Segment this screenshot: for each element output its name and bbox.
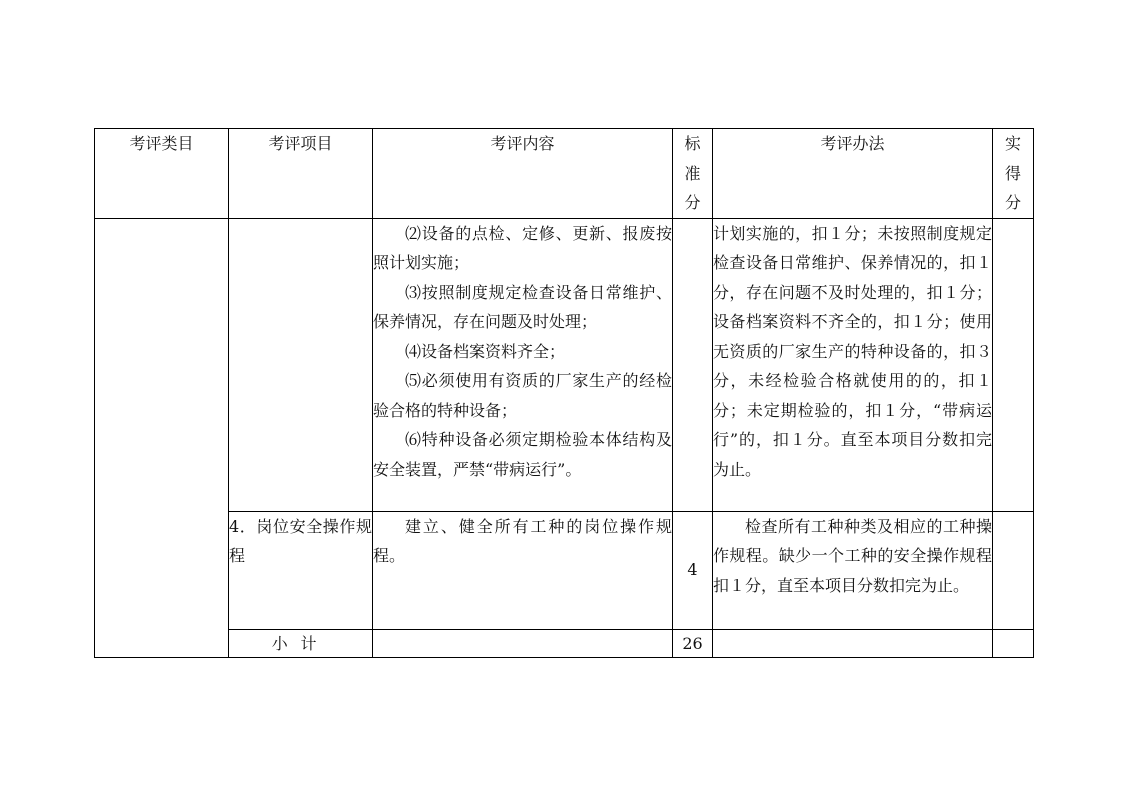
category-cell — [95, 218, 229, 657]
content-cell: 建立、健全所有工种的岗位操作规程。 — [373, 511, 673, 629]
subtotal-row — [95, 629, 1034, 657]
header-actual-score-char-2: 得 — [1004, 163, 1021, 183]
content-item: ⑷设备档案资料齐全； — [405, 341, 566, 361]
header-standard-score-char-3: 分 — [684, 193, 701, 212]
subtotal-content-cell — [373, 629, 673, 657]
header-item: 考评项目 — [229, 129, 373, 219]
assessment-table — [94, 128, 1034, 658]
method-cell: 计划实施的，扣１分；未按照制度规定检查设备日常维护、保养情况的，扣１分，存在问题不及时处理的，扣１分；设备档案资料不齐全的，扣１分；使用无资质的厂家生产的特种设备的，扣３分，未经检验合格就使用的的，扣１分；未定期检验的，扣１分，“带病运行”的，扣１分。直至本项目分数扣完为止。 — [713, 218, 993, 511]
item-cell — [229, 218, 373, 511]
item-cell: 4．岗位安全操作规程 — [229, 511, 373, 629]
score-cell — [673, 218, 713, 511]
subtotal-method-cell — [713, 629, 993, 657]
content-item: ⑶按照制度规定检查设备日常维护、保养情况，存在问题及时处理； — [373, 282, 672, 331]
header-actual-score — [993, 129, 1034, 219]
table-row — [95, 511, 1034, 629]
header-actual-score-char-1: 实 — [1004, 134, 1021, 153]
content-item: ⑸必须使用有资质的厂家生产的经检验合格的特种设备； — [373, 371, 672, 420]
header-actual-score-char-3: 分 — [1004, 193, 1021, 212]
header-standard-score-char-2: 准 — [684, 163, 701, 183]
content-item: ⑹特种设备必须定期检验本体结构及安全装置，严禁“带病运行”。 — [373, 430, 672, 479]
header-standard-score — [673, 129, 713, 219]
subtotal-score: 26 — [673, 629, 713, 657]
subtotal-actual-cell — [993, 629, 1034, 657]
content-item: ⑵设备的点检、定修、更新、报废按照计划实施； — [373, 223, 672, 272]
table-row — [95, 218, 1034, 511]
score-cell: 4 — [673, 511, 713, 629]
header-content: 考评内容 — [373, 129, 673, 219]
header-standard-score-char-1: 标 — [684, 134, 701, 153]
header-category: 考评类目 — [95, 129, 229, 219]
actual-score-cell — [993, 511, 1034, 629]
content-cell — [373, 218, 673, 511]
actual-score-cell — [993, 218, 1034, 511]
header-method: 考评办法 — [713, 129, 993, 219]
subtotal-label: 小计 — [229, 629, 373, 657]
method-cell: 检查所有工种种类及相应的工种操作规程。缺少一个工种的安全操作规程扣１分，直至本项目分数扣完为止。 — [713, 511, 993, 629]
header-row — [95, 129, 1034, 219]
